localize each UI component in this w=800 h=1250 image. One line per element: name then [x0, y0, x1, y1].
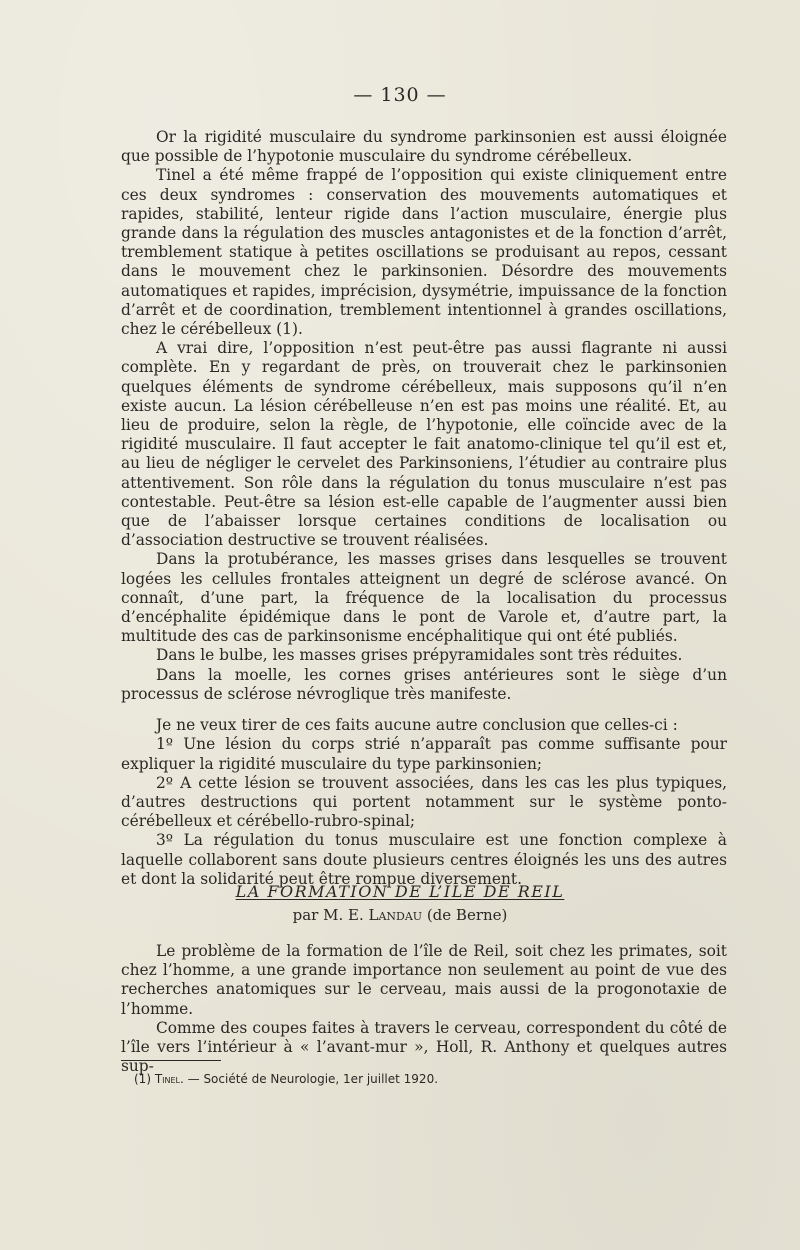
footnote-divider	[121, 1060, 221, 1061]
article-byline	[0, 906, 800, 924]
paragraph: Le problème de la formation de l’île de Reil, soit chez les primates, soit chez l’homme, a une grande importance non seulement au point de vue des recherches anatomiques sur le cerveau, mais aussi de la progonotaxie de l’homme.	[121, 942, 727, 1018]
section-body	[121, 128, 727, 889]
byline-author: Landau	[368, 906, 423, 924]
article-body	[121, 942, 727, 1076]
footnote-author: Tinel	[154, 1072, 180, 1086]
byline-prefix: par M. E.	[292, 906, 369, 924]
conclusion-item: 1º Une lésion du corps strié n’apparaît pas comme suffisante pour expliquer la rigidité musculaire du type parkinsonien;	[121, 735, 727, 773]
paragraph: Or la rigidité musculaire du syndrome parkinsonien est aussi éloignée que possible de l’hypotonie musculaire du syndrome cérébelleux.	[121, 128, 727, 166]
paragraph: Comme des coupes faites à travers le cerveau, correspondent du côté de l’île vers l’intérieur à « l’avant-mur », Holl, R. Anthony et quelques autres sup-	[121, 1018, 727, 1076]
paragraph: Dans la moelle, les cornes grises antérieures sont le siège d’un processus de sclérose névroglique très manifeste.	[121, 665, 727, 703]
paragraph: Dans le bulbe, les masses grises prépyramidales sont très réduites.	[156, 646, 683, 665]
paragraph: A vrai dire, l’opposition n’est peut-être pas aussi flagrante ni aussi complète. En y regardant de près, on trouverait chez le parkinsonien quelques éléments de syndrome cérébelleux, mais supposons qu’il n’en existe aucun. La lésion cérébelleuse n’en est pas moins une réalité. Et, au lieu de produire, selon la règle, de l’hypotonie, elle coïncide avec de la rigidité musculaire. Il faut accepter le fait anatomo-clinique tel qu’il est et, au lieu de négliger le cervelet des Parkinsoniens, l’étudier au contraire plus attentivement. Son rôle dans la régulation du tonus musculaire n’est pas contestable. Peut-être sa lésion est-elle capable de l’augmenter aussi bien que de l’abaisser lorsque certaines conditions de localisation ou d’association destructive se trouvent réalisées.	[121, 339, 727, 550]
conclusion-item: 2º A cette lésion se trouvent associées, dans les cas les plus typiques, d’autres destructions qui portent notamment sur le système ponto-cérébelleux et cérébello-rubro-spinal;	[121, 773, 727, 831]
footnote	[134, 1072, 438, 1086]
paragraph: Tinel a été même frappé de l’opposition qui existe cliniquement entre ces deux syndromes : conservation des mouvements automatiques et rapides, stabilité, lenteur rigide dans l’action musculaire, énergie plus grande dans la régulation des muscles antagonistes et de la fonction d’arrêt, tremblement statique à petites oscillations se produisant au repos, cessant dans le mouvement chez le parkinsonien. Désordre des mouvements automatiques et rapides, imprécision, dysymétrie, impuissance de la fonction d’arrêt et de coordination, tremblement intentionnel à grandes oscillations, chez le cérébelleux (1).	[121, 166, 727, 339]
conclusion-intro: Je ne veux tirer de ces faits aucune autre conclusion que celles-ci :	[156, 716, 678, 735]
page-number: — 130 —	[353, 84, 447, 106]
footnote-text: . — Société de Neurologie, 1er juillet 1920.	[180, 1072, 439, 1086]
footnote-marker: (1)	[134, 1072, 155, 1086]
paragraph: Dans la protubérance, les masses grises dans lesquelles se trouvent logées les cellules frontales atteignent un degré de sclérose avancé. On connaît, d’une part, la fréquence de la localisation du processus d’encéphalite épidémique dans le pont de Varole et, d’autre part, la multitude des cas de parkinsonisme encéphalitique qui ont été publiés.	[121, 550, 727, 646]
byline-suffix: (de Berne)	[422, 906, 508, 924]
conclusion-item: 3º La régulation du tonus musculaire est une fonction complexe à laquelle collaborent sans doute plusieurs centres éloignés les uns des autres et dont la solidarité peut être rompue diversement.	[121, 831, 727, 888]
article-title: LA FORMATION DE L’ILE DE REIL	[235, 882, 565, 901]
